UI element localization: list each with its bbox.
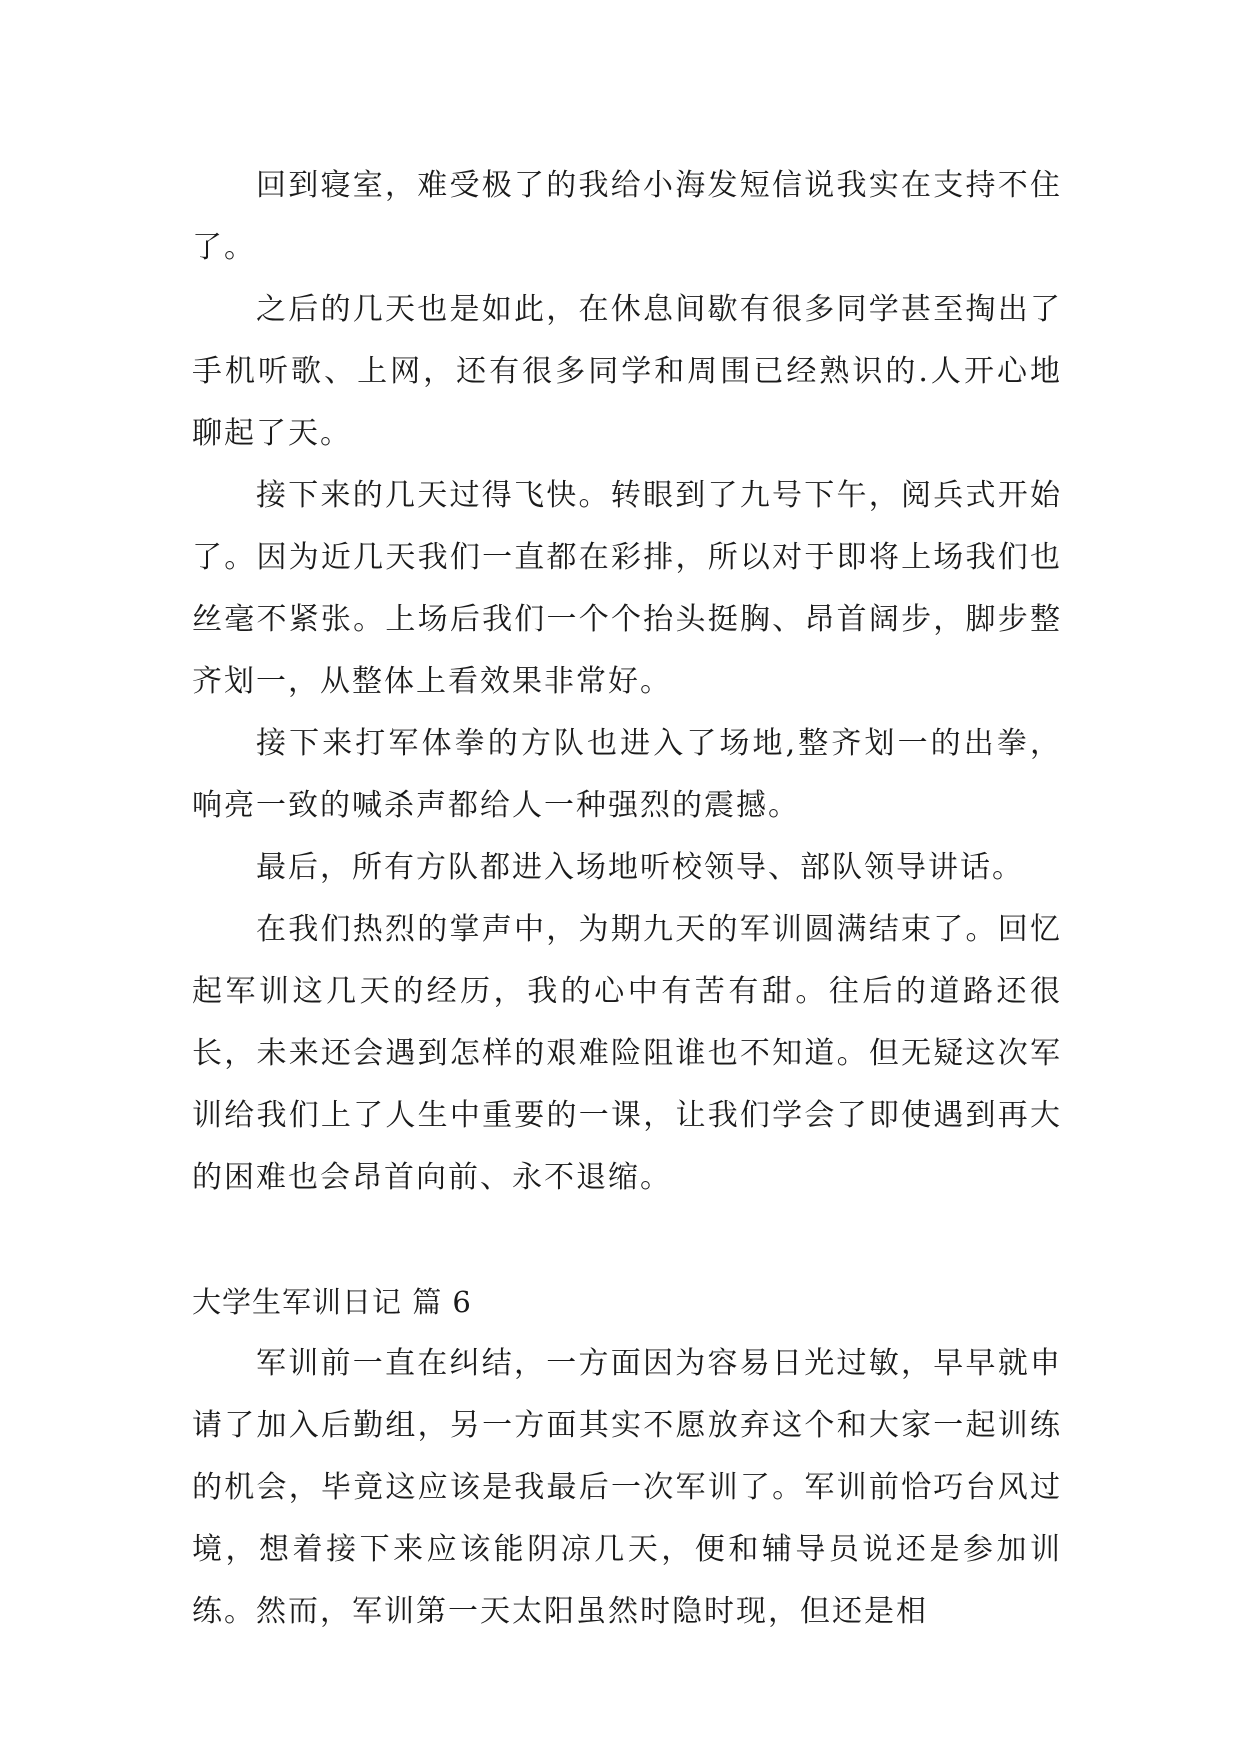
paragraph: 之后的几天也是如此，在休息间歇有很多同学甚至掏出了手机听歌、上网，还有很多同学和周围已经熟识的.人开心地聊起了天。 [192,292,1062,451]
document-body [192,155,1062,1643]
paragraph: 在我们热烈的掌声中，为期九天的军训圆满结束了。回忆起军训这几天的经历，我的心中有苦有甜。往后的道路还很长，未来还会遇到怎样的艰难险阻谁也不知道。但无疑这次军训给我们上了人生中重要的一课，让我们学会了即使遇到再大的困难也会昂首向前、永不退缩。 [192,912,1062,1195]
paragraph: 回到寝室，难受极了的我给小海发短信说我实在支持不住了。 [192,168,1062,265]
paragraph: 军训前一直在纠结，一方面因为容易日光过敏，早早就申请了加入后勤组，另一方面其实不愿放弃这个和大家一起训练的机会，毕竟这应该是我最后一次军训了。军训前恰巧台风过境，想着接下来应该能阴凉几天，便和辅导员说还是参加训练。然而，军训第一天太阳虽然时隐时现，但还是相 [192,1346,1062,1629]
section-heading: 大学生军训日记 篇 6 [192,1285,472,1319]
paragraph: 最后，所有方队都进入场地听校领导、部队领导讲话。 [256,850,1024,885]
paragraph: 接下来打军体拳的方队也进入了场地,整齐划一的出拳，响亮一致的喊杀声都给人一种强烈的震撼。 [192,726,1062,823]
paragraph: 接下来的几天过得飞快。转眼到了九号下午，阅兵式开始了。因为近几天我们一直都在彩排，所以对于即将上场我们也丝毫不紧张。上场后我们一个个抬头挺胸、昂首阔步，脚步整齐划一，从整体上看效果非常好。 [192,478,1062,699]
